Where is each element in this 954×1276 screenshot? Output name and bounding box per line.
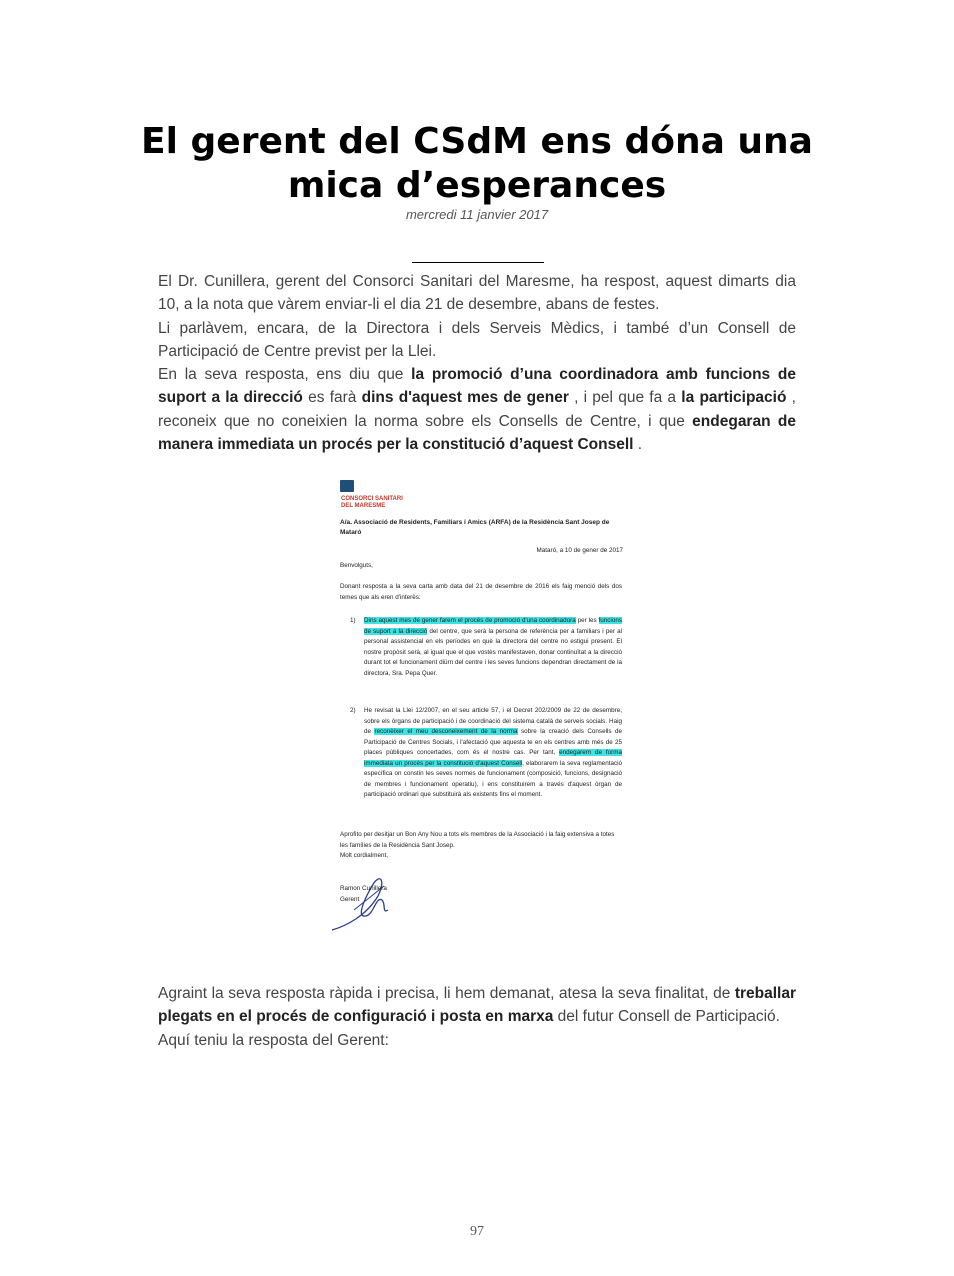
consorci-logo-icon (340, 480, 354, 492)
letter-date: Mataró, a 10 de gener de 2017 (536, 547, 623, 554)
item-number: 2) (350, 707, 356, 714)
text-span: sobre la creació dels Consells de Participació de Centres Socials, i l'afectació que aquesta te en els centres amb més de 25 places públiques concertades, com és el nostre cas. Per tant, (364, 728, 623, 756)
text-span: , i pel que fa a (568, 389, 682, 407)
bold-span: endegaran de manera immediata un procés per la constitució d’aquest Consell (158, 412, 796, 454)
letterhead-line: DEL MARESME (341, 503, 386, 509)
after-paragraph-2: Aquí teniu la resposta del Gerent: (158, 1031, 389, 1049)
regards-text: Molt cordialment, (340, 852, 388, 859)
text-span: . (633, 436, 643, 454)
letterhead-line: CONSORCI SANITARI (341, 496, 403, 502)
bold-span: treballar plegats en el procés de configuració i posta en marxa (158, 985, 796, 1026)
signer-role: Gerent (340, 895, 360, 903)
closing-text (158, 982, 796, 1052)
item-text (364, 616, 622, 679)
intro-paragraph-2: Li parlàvem, encara, de la Directora i dels Serveis Mèdics, i també d’un Consell de Participació de Centre previst per la Llei. (158, 319, 796, 360)
bold-span: la participació (681, 389, 787, 407)
intro-text (158, 270, 796, 456)
highlight: endegarem de forma immediata un procés per la constitució d'aquest Consell (364, 749, 622, 767)
intro-paragraph-1: El Dr. Cunillera, gerent del Consorci Sanitari del Maresme, ha respost, aquest dimarts dia 10, a la nota que vàrem enviar-li el dia 21 de desembre, abans de festes. (158, 273, 796, 314)
text-span: Agraint la seva resposta ràpida i precisa, li hem demanat, atesa la seva finalitat, de (158, 985, 735, 1002)
item-number: 1) (350, 617, 356, 624)
item-text (364, 706, 622, 801)
text-span: , elaborarem la seva reglamentació específica on constin les seves normes de funcionament (composició, funcions, designació de membres i funcionament operatiu), i ens constituirem a través d'aquest òrgan de participació ordinari que substituirà als existents fins el moment. (364, 759, 622, 798)
page-number: 97 (470, 1224, 484, 1239)
intro-paragraph-3 (158, 363, 796, 456)
bold-span: dins d'aquest mes de gener (361, 389, 569, 407)
text-span: En la seva resposta, ens diu que (158, 366, 412, 384)
divider (412, 262, 544, 263)
closing-text: Aprofito per desitjar un Bon Any Nou a tots els membres de la Associació i la faig extensiva a totes les famílies de la Residència Sant Josep. (340, 831, 615, 849)
text-span: He revisat la Llei 12/2007, en el seu article 57, i el Decret 202/2009 de 22 de desembre, sobre els òrgans de participació i de coordinació del sistema català de serveis socials. Haig de (364, 707, 622, 735)
highlight: reconèixer el meu desconeixement de la norma (374, 728, 518, 735)
post-date: mercredi 11 janvier 2017 (405, 207, 549, 222)
text-span: per les (575, 617, 599, 624)
letter-greeting: Benvolguts, (340, 562, 373, 569)
after-paragraph-1 (158, 982, 796, 1029)
text-span: es farà (302, 389, 362, 407)
signer-name: Ramon Cunillera (340, 885, 387, 892)
page-title: El gerent del CSdM ens dóna una mica d’esperances (141, 121, 813, 206)
letter-signature-block (340, 884, 387, 905)
bold-span: la promoció d’una coordinadora amb funcions de suport a la direcció (158, 366, 796, 407)
letter-opening: Donant resposta a la seva carta amb data del 21 de desembre de 2016 els faig menció dels dos temes que als eren d'interès: (340, 583, 622, 601)
highlight: Dins aquest mes de gener farem el procés de promoció d'una coordinadora (364, 617, 576, 624)
scanned-letter (326, 474, 626, 934)
text-span: del futur Consell de Participació. (553, 1008, 780, 1026)
highlight: funcions de suport a la direcció (364, 617, 622, 635)
letterhead (341, 496, 403, 510)
letter-addressee: A/a. Associació de Residents, Familiars i Amics (ARFA) de la Residència Sant Josep de Mataró (340, 519, 610, 536)
text-span: , reconeix que no coneixien la norma sobre els Consells de Centre, i que (158, 389, 796, 430)
text-span: del centre, que serà la persona de referència per a familiars i per al personal assistencial en els períodes en què la directora del centre no estigui present. El nostre propòsit serà, al igual que el que vostès manifestaven, donar continuïtat a la direcció durant tot el funcionament diürn del centre i les seves funcions dependran directament de la directora, Sra. Pepa Quer. (364, 627, 622, 677)
